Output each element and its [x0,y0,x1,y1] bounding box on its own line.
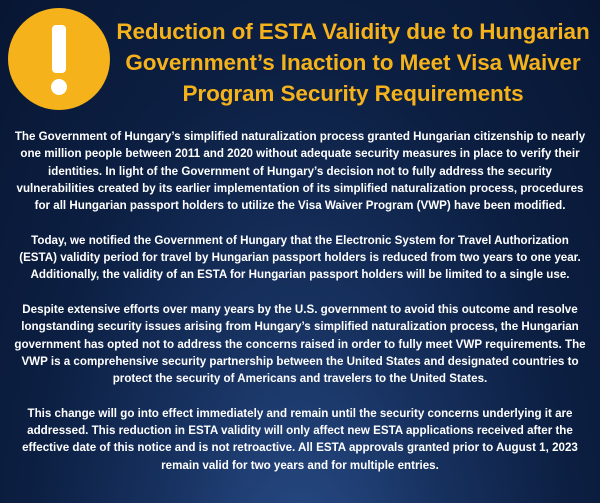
title-line: Government’s Inaction to Meet Visa Waiver [125,50,581,75]
paragraph-vwp-efforts: Despite extensive efforts over many years by the U.S. government to avoid this outcome and resolve longstanding security issues arising from Hungary’s simplified naturalization process, the Hungarian government has opted not to address the concerns raised in order to fully meet VWP requirements. The VWP is a comprehensive security partnership between the United States and designated countries to protect the security of Americans and travelers to the United States. [14,302,586,386]
title-line: Program Security Requirements [182,81,524,106]
notice-header [0,0,600,118]
paragraph-naturalization: The Government of Hungary’s simplified naturalization process granted Hungarian citizenship to nearly one million people between 2011 and 2020 without adequate security measures in place to verify their identities. In light of the Government of Hungary’s decision not to fully address the security vulnerabilities created by its earlier implementation of its simplified naturalization process, procedures for all Hungarian passport holders to utilize the Visa Waiver Program (VWP) have been modified. [14,130,586,213]
notice-body [14,128,586,474]
paragraph-effective-date: This change will go into effect immediately and remain until the security concerns underlying it are addressed. This reduction in ESTA validity will only affect new ESTA applications received after the effective date of this notice and is not retroactive. All ESTA approvals granted prior to August 1, 2023 remain valid for two years and for multiple entries. [22,406,578,472]
exclamation-warning-icon [8,8,110,110]
notice-title [112,16,594,109]
paragraph-esta-validity: Today, we notified the Government of Hungary that the Electronic System for Travel Authorization (ESTA) validity period for travel by Hungarian passport holders is reduced from two years to one year. Additionally, the validity of an ESTA for Hungarian passport holders will be limited to a single use. [19,233,581,282]
title-line: Reduction of ESTA Validity due to Hungarian [116,19,590,44]
